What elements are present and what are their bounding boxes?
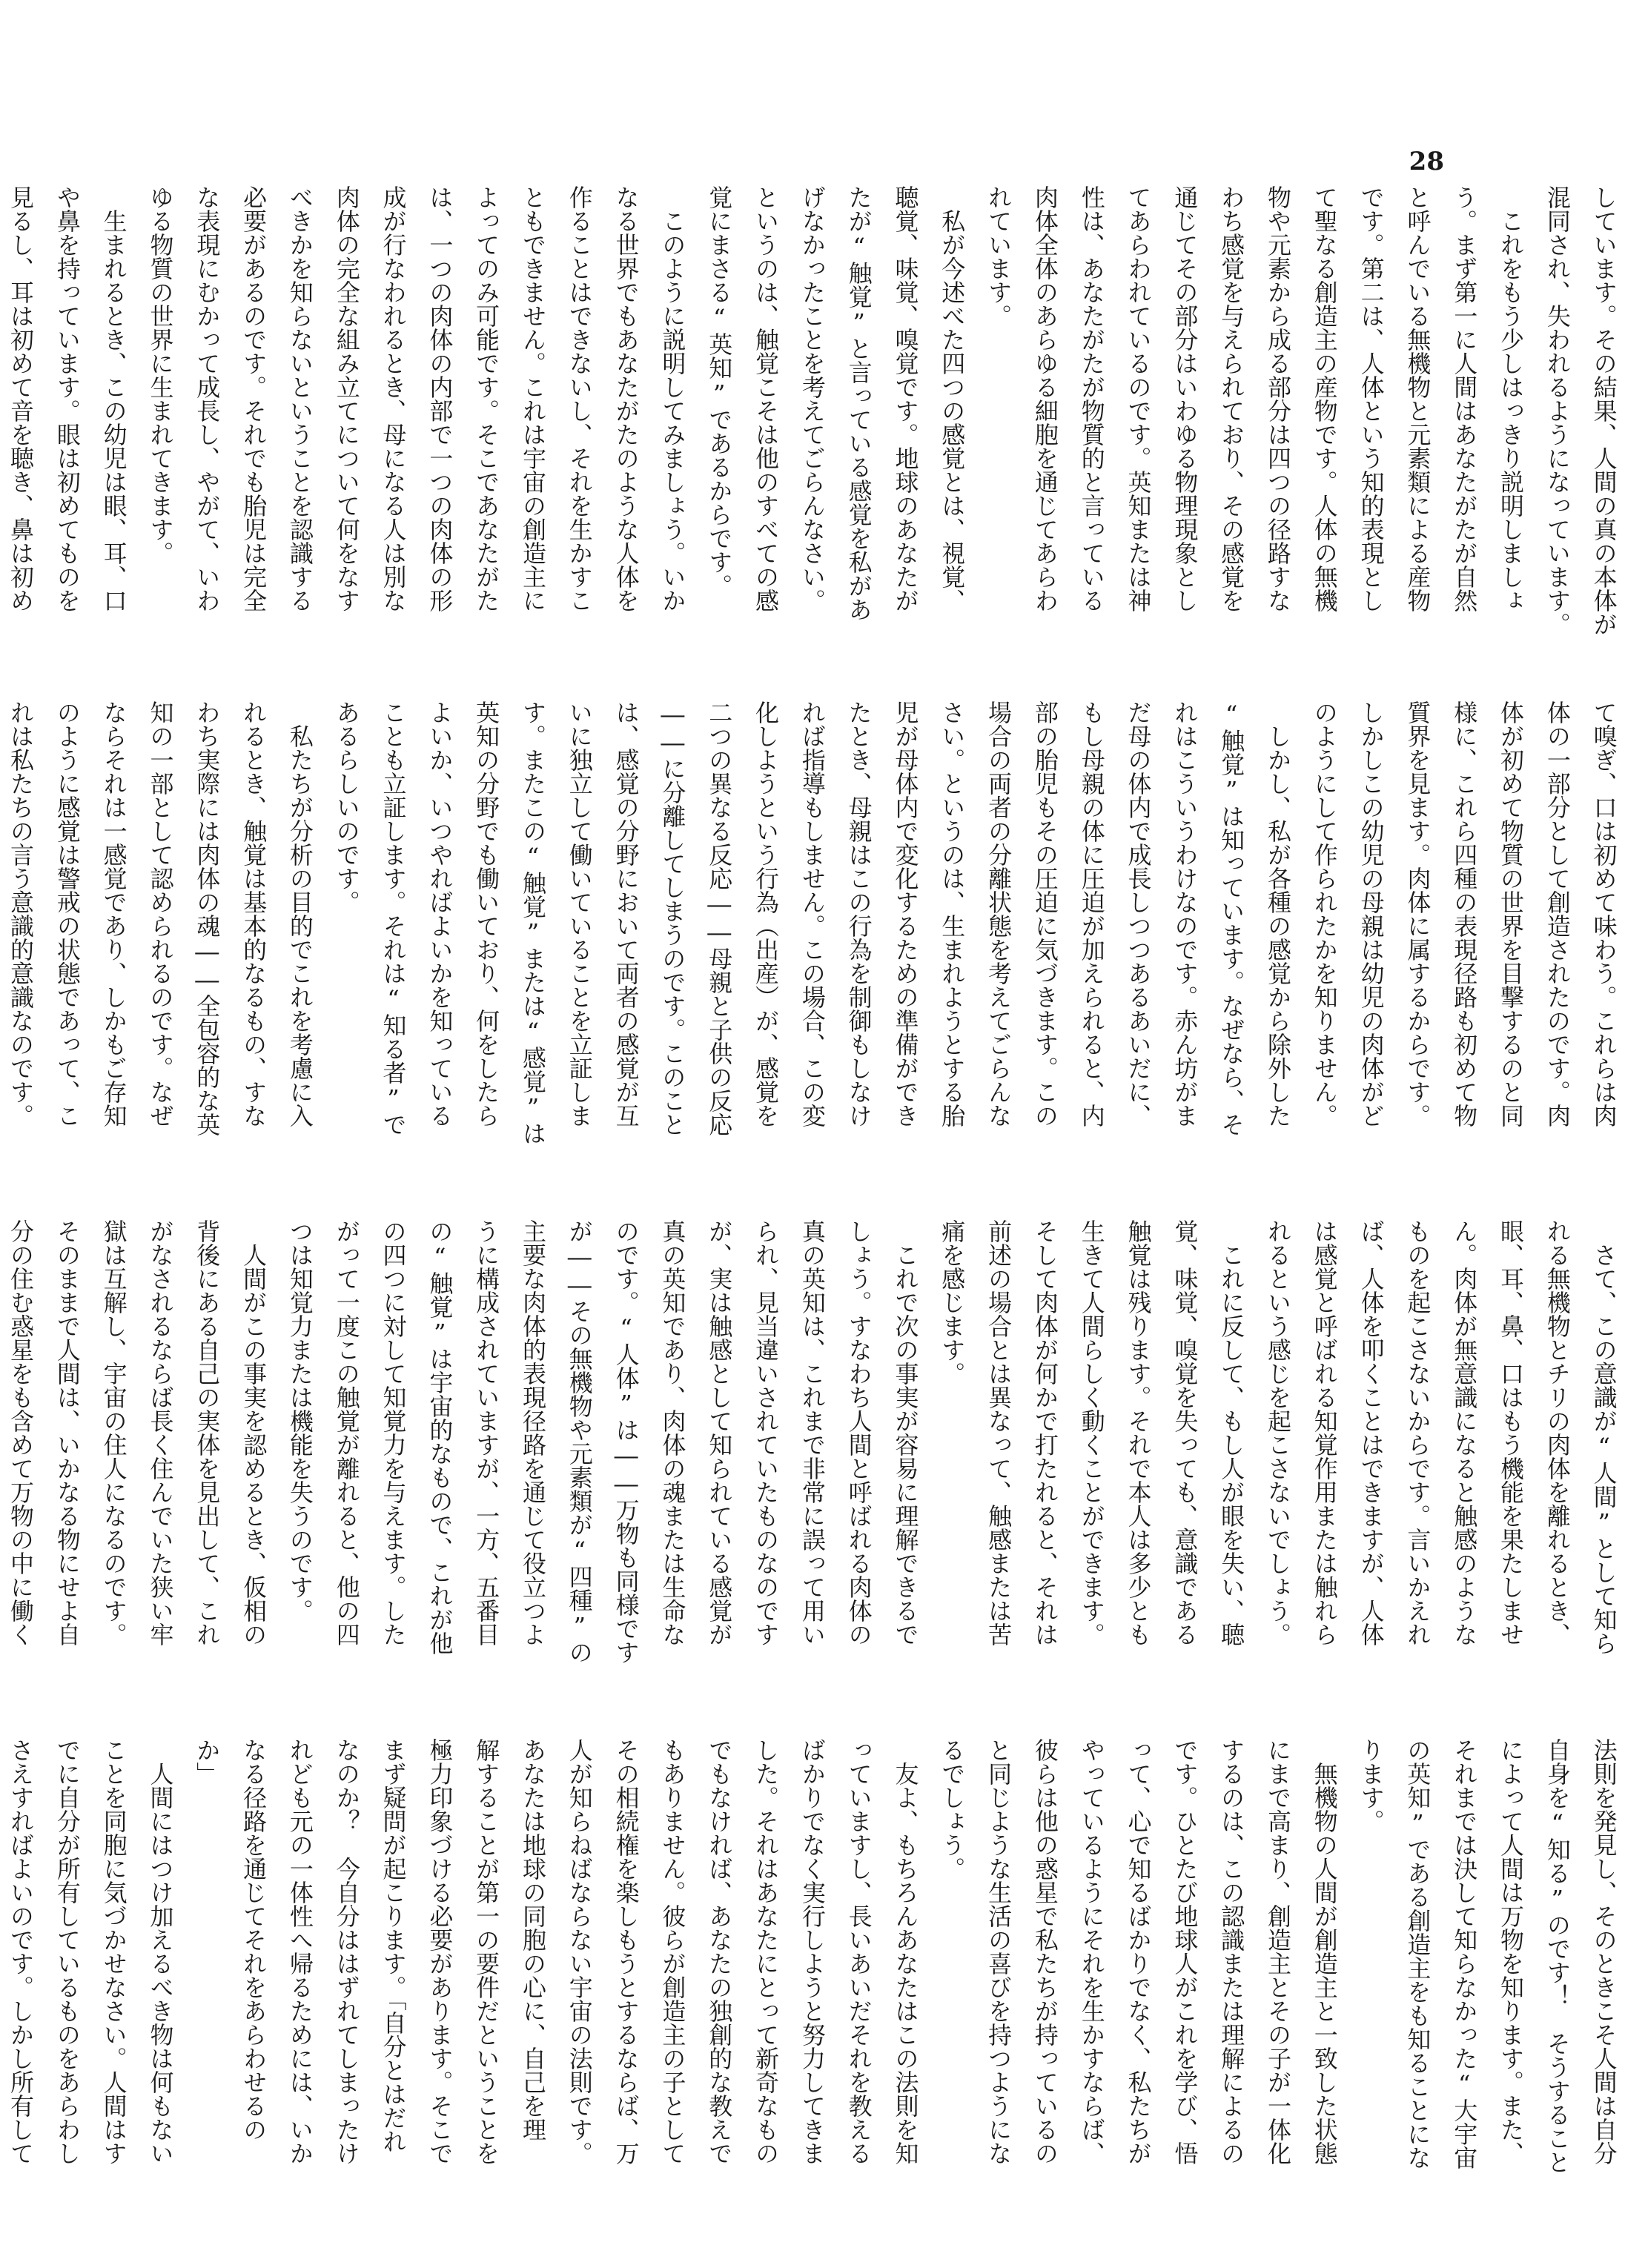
- text-column: 極力印象づける必要があります。そこで: [426, 1738, 454, 2165]
- text-column: は感覚と呼ばれる知覚作用または触れら: [1310, 1219, 1339, 1646]
- text-column: もありません。彼らが創造主の子として: [658, 1738, 687, 2165]
- text-column: なる径路を通じてそれをあらわせるの: [239, 1738, 268, 2141]
- text-column: ものを起こさないからです。言いかえれ: [1403, 1219, 1432, 1646]
- text-column: これで次の事実が容易に理解できるで: [891, 1219, 920, 1646]
- text-column: ことも立証します。それは“知る者”で: [379, 700, 408, 1136]
- text-column: その相続権を楽しもうとするならば、万: [612, 1738, 641, 2165]
- text-column: ばかりでなく実行しようと努力してきま: [798, 1738, 827, 2165]
- text-column: す。またこの“触覚”または“感覚”は: [518, 700, 547, 1145]
- text-column: わち実際には肉体の魂――全包容的な英: [193, 700, 222, 1136]
- text-column: 真の英知は、これまで非常に誤って用い: [798, 1219, 827, 1646]
- text-column: 英知の分野でも働いており、何をしたら: [472, 700, 501, 1127]
- text-column: の“触覚”は宇宙的なもので、これが他: [426, 1219, 454, 1655]
- text-column: 私たちが分析の目的でこれを考慮に入: [285, 700, 314, 1127]
- text-column: や鼻を持っています。眼は初めてものを: [53, 185, 82, 612]
- text-column: です。ひとたび地球人がこれを学び、悟: [1171, 1738, 1199, 2165]
- text-column: たが“触覚”と言っている感覚を私があ: [844, 185, 873, 621]
- text-column: 触覚は残ります。それで本人は多少とも: [1124, 1219, 1153, 1646]
- text-column: つは知覚力または機能を失うのです。: [285, 1219, 314, 1622]
- text-column: だ母の体内で成長しつつあるあいだに、: [1124, 700, 1153, 1127]
- text-column: よってのみ可能です。そこであなたがた: [472, 185, 501, 612]
- text-column: 知の一部として認められるのです。なぜ: [146, 700, 175, 1127]
- text-column: 様に、これら四種の表現径路も初めて物: [1450, 700, 1479, 1127]
- text-column: なる世界でもあなたがたのような人体を: [612, 185, 641, 612]
- text-column: が、実は触感として知られている感覚が: [705, 1219, 734, 1646]
- text-column: っていますし、長いあいだそれを教える: [844, 1738, 873, 2165]
- text-tier-1: [0, 185, 1625, 660]
- text-column: ん。肉体が無意識になると触感のような: [1450, 1219, 1479, 1646]
- text-column: にまで高まり、創造主とその子が一体化: [1263, 1738, 1292, 2165]
- text-column: 背後にある自己の実体を見出して、これ: [193, 1219, 222, 1646]
- text-column: のように感覚は警戒の状態であって、こ: [53, 700, 82, 1127]
- text-column: の四つに対して知覚力を与えます。した: [379, 1219, 408, 1646]
- text-column: ことを同胞に気づかせなさい。人間はす: [99, 1738, 128, 2165]
- text-column: 自身を“知る”のです！ そうすること: [1543, 1738, 1572, 2174]
- text-column: これをもう少しはっきり説明しましょ: [1497, 185, 1525, 612]
- text-column: と呼んでいる無機物と元素類による産物: [1403, 185, 1432, 612]
- text-column: 見るし、耳は初めて音を聴き、鼻は初め: [7, 185, 35, 612]
- text-column: 覚、味覚、嗅覚を失っても、意識である: [1171, 1219, 1199, 1646]
- text-column: しています。その結果、人間の真の本体が: [1589, 185, 1618, 636]
- text-column: 眼、耳、鼻、口はもう機能を果たしませ: [1497, 1219, 1525, 1646]
- text-column: わち感覚を与えられており、その感覚を: [1217, 185, 1246, 612]
- text-column: なのか？ 今自分ははずれてしまったけ: [332, 1738, 361, 2165]
- text-column: 場合の両者の分離状態を考えてごらんな: [984, 700, 1013, 1127]
- text-column: 解することが第一の要件だということを: [472, 1738, 501, 2165]
- text-column: しょう。すなわち人間と呼ばれる肉体の: [844, 1219, 873, 1646]
- text-column: げなかったことを考えてごらんなさい。: [798, 185, 827, 612]
- text-column: れるという感じを起こさないでしょう。: [1263, 1219, 1292, 1646]
- text-column: 覚にまさる“英知”であるからです。: [705, 185, 734, 597]
- text-column: のです。“人体”は――万物も同様です: [612, 1219, 641, 1664]
- text-column: もし母親の体に圧迫が加えられると、内: [1077, 700, 1106, 1127]
- text-column: るでしょう。: [938, 1738, 967, 1880]
- text-column: は、感覚の分野において両者の感覚が互: [612, 700, 641, 1127]
- text-column: 痛を感じます。: [938, 1219, 967, 1385]
- text-column: しかしこの幼児の母親は幼児の肉体がど: [1357, 700, 1386, 1127]
- text-column: です。第二は、人体という知的表現とし: [1357, 185, 1386, 612]
- text-column: 前述の場合とは異なって、触感または苦: [984, 1219, 1013, 1646]
- text-column: ゆる物質の世界に生まれてきます。: [146, 185, 175, 565]
- text-column: ば、人体を叩くことはできますが、人体: [1357, 1219, 1386, 1646]
- text-column: 人が知らねばならない宇宙の法則です。: [565, 1738, 594, 2165]
- text-column: 友よ、もちろんあなたはこの法則を知: [891, 1738, 920, 2165]
- text-column: 人間がこの事実を認めるとき、仮相の: [239, 1219, 268, 1646]
- text-column: べきかを知らないということを認識する: [285, 185, 314, 612]
- text-column: いに独立して働いていることを立証しま: [565, 700, 594, 1127]
- text-column: と同じような生活の喜びを持つようにな: [984, 1738, 1013, 2165]
- text-column: れる無機物とチリの肉体を離れるとき、: [1543, 1219, 1572, 1646]
- text-column: 質界を見ます。肉体に属するからです。: [1403, 700, 1432, 1127]
- text-column: 聴覚、味覚、嗅覚です。地球のあなたが: [891, 185, 920, 612]
- text-column: れています。: [984, 185, 1013, 328]
- text-column: でもなければ、あなたの独創的な教えで: [705, 1738, 734, 2165]
- text-column: がなされるならば長く住んでいた狭い牢: [146, 1219, 175, 1646]
- text-column: 無機物の人間が創造主と一致した状態: [1310, 1738, 1339, 2165]
- text-column: ります。: [1357, 1738, 1386, 1833]
- text-column: れはこういうわけなのです。赤ん坊がま: [1171, 700, 1199, 1127]
- text-column: しかし、私が各種の感覚から除外した: [1263, 700, 1292, 1127]
- text-column: 主要な肉体的表現径路を通じて役立つよ: [518, 1219, 547, 1646]
- text-column: てあらわれているのです。英知または神: [1124, 185, 1153, 612]
- text-column: な表現にむかって成長し、やがて、いわ: [193, 185, 222, 612]
- text-column: うに構成されていますが、一方、五番目: [472, 1219, 501, 1646]
- text-column: は、一つの肉体の内部で一つの肉体の形: [426, 185, 454, 612]
- text-column: か」: [193, 1738, 222, 1785]
- text-column: 物や元素から成る部分は四つの径路すな: [1263, 185, 1292, 612]
- text-column: 体の一部分として創造されたのです。肉: [1543, 700, 1572, 1127]
- text-column: さい。というのは、生まれようとする胎: [938, 700, 967, 1127]
- text-column: れるとき、触覚は基本的なるもの、すな: [239, 700, 268, 1127]
- text-column: 生まれるとき、この幼児は眼、耳、口: [99, 185, 128, 612]
- text-column: 混同され、失われるようになっています。: [1543, 185, 1572, 636]
- text-column: 獄は互解し、宇宙の住人になるのです。: [99, 1219, 128, 1646]
- text-column: ともできません。これは宇宙の創造主に: [518, 185, 547, 612]
- text-column: 化しようという行為（出産）が、感覚を: [752, 700, 780, 1127]
- text-column: のようにして作られたかを知りません。: [1310, 700, 1339, 1127]
- text-column: て聖なる創造主の産物です。人体の無機: [1310, 185, 1339, 612]
- text-column: そして肉体が何かで打たれると、それは: [1030, 1219, 1059, 1646]
- text-column: 生きて人間らしく動くことができます。: [1077, 1219, 1106, 1646]
- text-column: 必要があるのです。それでも胎児は完全: [239, 185, 268, 612]
- text-column: するのは、この認識または理解によるの: [1217, 1738, 1246, 2165]
- text-column: う。まず第一に人間はあなたがたが自然: [1450, 185, 1479, 612]
- text-column: が――その無機物や元素類が“四種”の: [565, 1219, 594, 1664]
- text-column: 体が初めて物質の世界を目撃するのと同: [1497, 700, 1525, 1127]
- text-column: によって人間は万物を知ります。また、: [1497, 1738, 1525, 2165]
- text-column: 二つの異なる反応――母親と子供の反応: [705, 700, 734, 1136]
- page-number: 28: [1409, 147, 1444, 176]
- text-column: れば指導もしません。この場合、この変: [798, 700, 827, 1127]
- text-column: やっているようにそれを生かすならば、: [1077, 1738, 1106, 2165]
- text-column: の英知”である創造主をも知ることにな: [1403, 1738, 1432, 2169]
- text-column: した。それはあなたにとって新奇なもの: [752, 1738, 780, 2165]
- text-column: 作ることはできないし、それを生かすこ: [565, 185, 594, 612]
- text-column: まず疑問が起こります。「自分とはだれ: [379, 1738, 408, 2153]
- text-column: 彼らは他の惑星で私たちが持っているの: [1030, 1738, 1059, 2165]
- text-column: って、心で知るばかりでなく、私たちが: [1124, 1738, 1153, 2165]
- text-column: れども元の一体性へ帰るためには、いか: [285, 1738, 314, 2165]
- text-column: というのは、触覚こそは他のすべての感: [752, 185, 780, 612]
- text-column: 児が母体内で変化するための準備ができ: [891, 700, 920, 1127]
- text-column: ――に分離してしまうのです。このこと: [658, 700, 687, 1136]
- text-column: あなたは地球の同胞の心に、自己を理: [518, 1738, 547, 2141]
- text-column: 成が行なわれるとき、母になる人は別な: [379, 185, 408, 612]
- text-column: 肉体全体のあらゆる細胞を通じてあらわ: [1030, 185, 1059, 612]
- text-column: あるらしいのです。: [332, 700, 361, 914]
- text-column: それまでは決して知らなかった“大宇宙: [1450, 1738, 1479, 2169]
- text-tier-3: [0, 1219, 1625, 1694]
- text-column: ならそれは一感覚であり、しかもご存知: [99, 700, 128, 1127]
- text-column: られ、見当違いされていたものなのです: [752, 1219, 780, 1646]
- text-column: “触覚”は知っています。なぜなら、そ: [1217, 700, 1246, 1136]
- text-column: 私が今述べた四つの感覚とは、視覚、: [938, 185, 967, 612]
- text-column: 部の胎児もその圧迫に気づきます。この: [1030, 700, 1059, 1127]
- text-column: 肉体の完全な組み立てについて何をなす: [332, 185, 361, 612]
- text-tier-4: [0, 1738, 1625, 2212]
- text-column: たとき、母親はこの行為を制御もしなけ: [844, 700, 873, 1127]
- text-column: れは私たちの言う意識的意識なのです。: [7, 700, 35, 1127]
- text-column: そのままで人間は、いかなる物にせよ自: [53, 1219, 82, 1646]
- text-column: このように説明してみましょう。いか: [658, 185, 687, 612]
- text-column: 人間にはつけ加えるべき物は何もない: [146, 1738, 175, 2165]
- text-column: さえすればよいのです。しかし所有して: [7, 1738, 35, 2165]
- text-tier-2: [0, 700, 1625, 1175]
- text-column: よいか、いつやればよいかを知っている: [426, 700, 454, 1127]
- text-column: 法則を発見し、そのときこそ人間は自分: [1589, 1738, 1618, 2165]
- text-column: 分の住む惑星をも含めて万物の中に働く: [7, 1219, 35, 1646]
- text-column: がって一度この触覚が離れると、他の四: [332, 1219, 361, 1646]
- text-column: これに反して、もし人が眼を失い、聴: [1217, 1219, 1246, 1646]
- text-column: 真の英知であり、肉体の魂または生命な: [658, 1219, 687, 1646]
- text-column: 通じてその部分はいわゆる物理現象とし: [1171, 185, 1199, 612]
- text-column: でに自分が所有しているものをあらわし: [53, 1738, 82, 2165]
- text-column: て嗅ぎ、口は初めて味わう。これらは肉: [1589, 700, 1618, 1127]
- text-column: 性は、あなたがたが物質的と言っている: [1077, 185, 1106, 612]
- text-column: さて、この意識が“人間”として知ら: [1589, 1219, 1618, 1655]
